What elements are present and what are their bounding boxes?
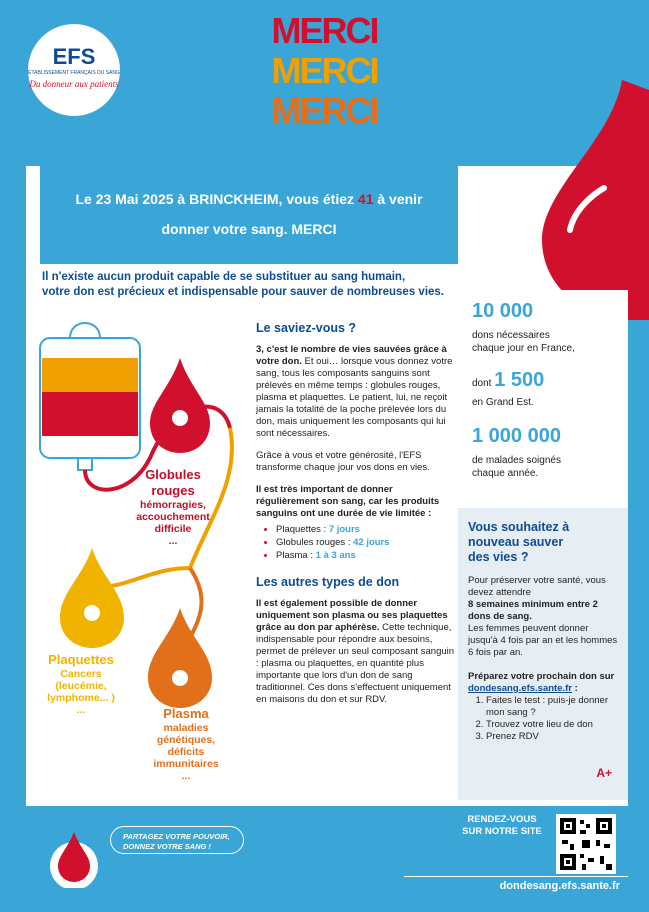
autres-rest: Cette technique, indispensable pour répondre aux besoins, permet de prélever un seul composant sanguin : plasma ou plaquettes, en quantité plus importante que lors d'un don de sang traditionnel. Ces dons s'effectuent uniquement en maisons du don et sur RDV.	[256, 622, 455, 705]
footer-drop-icon	[46, 826, 102, 888]
cta-t1: Pour préserver votre santé, vous devez attendre	[468, 575, 606, 598]
saviez-p1	[256, 344, 456, 440]
logo-tagline: Du donneur aux patients	[29, 79, 119, 89]
step-item: 2. Trouvez votre lieu de don	[486, 719, 618, 731]
autres-title: Les autres types de don	[256, 575, 400, 589]
plaquettes-more: ...	[76, 704, 86, 716]
steps-list	[468, 695, 618, 743]
stat-2-line-1: en Grand Est.	[472, 397, 534, 408]
plaquettes-label	[36, 652, 126, 716]
stat-3-line-1: de malades soignés	[472, 455, 561, 466]
plaquettes-desc-2: (leucémie,	[55, 680, 107, 692]
merci-line-2: MERCI	[271, 50, 378, 91]
step-item: 3. Prenez RDV	[486, 731, 618, 743]
globules-title-1: Globules	[145, 467, 201, 482]
footer-divider	[404, 876, 628, 877]
cta-t2: Les femmes peuvent donner jusqu'à 4 fois par an et les hommes 6 fois par an.	[468, 623, 618, 658]
merci-line-1: MERCI	[271, 10, 378, 51]
saviez-section	[256, 322, 456, 716]
cta-rules	[468, 575, 618, 659]
cta-prep-bold: Préparez votre prochain don sur	[468, 671, 615, 682]
banner-text-2: à venir	[373, 191, 423, 207]
globules-label	[118, 467, 228, 547]
cta-prep: Préparez votre prochain don sur dondesang.efs.sante.fr : 1. Faites le test : puis-je donner mon sang ? 2. Trouvez votre lieu de don 3. Prenez RDV	[468, 671, 618, 743]
plaquettes-title: Plaquettes	[48, 652, 114, 667]
globules-more: ...	[168, 535, 178, 547]
thank-you-banner	[40, 166, 458, 264]
globules-desc-2: accouchement	[136, 511, 210, 523]
footer-site[interactable]: dondesang.efs.sante.fr	[499, 880, 620, 892]
plasma-desc-4: immunitaires	[153, 758, 219, 770]
stat-2-number: 1 500	[494, 369, 545, 391]
duration-item: • Globules rouges : 42 jours	[276, 537, 456, 549]
stats-box	[458, 290, 628, 500]
donor-count: 41	[357, 191, 374, 207]
banner-text-3: donner votre sang. MERCI	[161, 221, 337, 237]
saviez-p3	[256, 484, 456, 520]
site-link[interactable]: dondesang.efs.sante.fr	[468, 683, 572, 694]
logo-brand: EFS	[52, 44, 96, 69]
blood-group-badge: A+	[596, 766, 612, 780]
intro-line-1: Il n'existe aucun produit capable de se substituer au sang humain,	[42, 271, 406, 283]
plaquettes-desc-1: Cancers	[60, 668, 102, 680]
share-power-pill	[110, 826, 244, 854]
banner-text-1: Le 23 Mai 2025 à BRINCKHEIM, vous étiez	[75, 191, 358, 207]
stat-1-number: 10 000	[472, 300, 534, 322]
intro-text	[42, 270, 472, 300]
plasma-title: Plasma	[163, 706, 209, 721]
cta-title: Vous souhaitez à nouveau sauver des vies ?	[468, 520, 570, 564]
saviez-p3-bold: Il est très important de donner régulièrement son sang, car les produits sanguins ont une durée de vie limitée :	[256, 484, 440, 519]
saviez-p1-bold: 3, c'est le nombre de vies sauvées grâce à votre don.	[256, 344, 447, 367]
intro-line-2: votre don est précieux et indispensable pour sauver de nombreuses vies.	[42, 286, 444, 298]
saviez-p2: Grâce à vous et votre générosité, l'EFS transforme chaque jour vos dons en vies.	[256, 450, 430, 473]
cta-t1-bold: 8 semaines minimum entre 2 dons de sang.	[468, 599, 598, 622]
step-item: 1. Faites le test : puis-je donner mon sang ?	[486, 695, 618, 719]
stat-3-line-2: chaque année.	[472, 468, 539, 479]
plasma-desc-3: déficits	[167, 746, 205, 758]
plasma-label	[138, 706, 234, 782]
stat-3	[472, 425, 628, 480]
logo-org: ÉTABLISSEMENT FRANÇAIS DU SANG	[28, 70, 120, 76]
rdv-text: RENDEZ-VOUS SUR NOTRE SITE	[462, 814, 542, 837]
duration-item: • Plaquettes : 7 jours	[276, 524, 456, 536]
merci-line-3: MERCI	[271, 90, 378, 131]
plasma-more: ...	[181, 770, 191, 782]
duration-item: • Plasma : 1 à 3 ans	[276, 550, 456, 562]
pill-line-1: PARTAGEZ VOTRE POUVOIR,	[123, 832, 230, 841]
stat-1-line-1: dons nécessaires	[472, 330, 550, 341]
stat-1	[472, 300, 628, 355]
blood-drop-icon	[512, 80, 649, 320]
globules-title-2: rouges	[151, 483, 195, 498]
qr-code-icon[interactable]	[556, 814, 616, 874]
saviez-title: Le saviez-vous ?	[256, 321, 357, 335]
duration-list	[256, 524, 456, 562]
next-donation-box	[458, 508, 628, 800]
stat-3-number: 1 000 000	[472, 425, 561, 447]
autres-bold: Il est également possible de donner uniquement son plasma ou ses plaquettes grâce au don par aphérèse.	[256, 598, 448, 633]
pill-line-2: DONNEZ VOTRE SANG !	[123, 842, 211, 851]
globules-desc-3: difficile	[154, 523, 192, 535]
stat-1-line-2: chaque jour en France,	[472, 343, 575, 354]
autres-text	[256, 598, 456, 706]
stat-2-prefix: dont	[472, 378, 495, 389]
globules-desc-1: hémorragies,	[140, 499, 206, 511]
plaquettes-desc-3: lymphome... )	[47, 692, 115, 704]
plasma-desc-2: génétiques,	[156, 734, 216, 746]
plasma-desc-1: maladies	[163, 722, 209, 734]
saviez-p1-rest: Et oui… lorsque vous donnez votre sang, tous les composants sanguins sont prélevés en même temps : globules rouges, plasma et plaquettes. Le patient, lui, ne reçoit jamais la totalité de la poche prélevée lors du don, mais uniquement les composants qui lui sont nécessaires.	[256, 356, 453, 439]
stat-2	[472, 369, 628, 409]
